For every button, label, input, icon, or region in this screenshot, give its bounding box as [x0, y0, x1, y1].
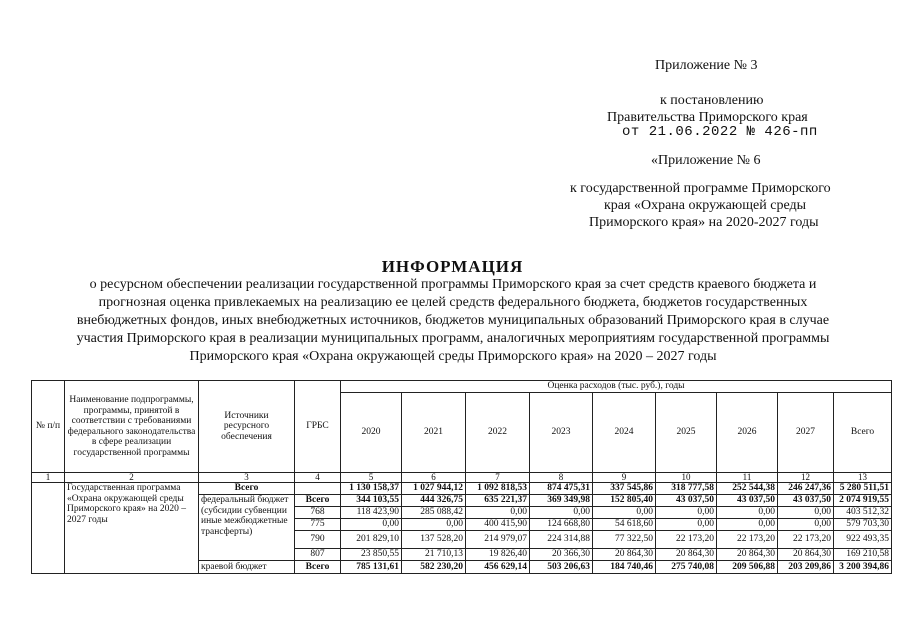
- resource-table: [31, 380, 892, 574]
- year-header: 2023: [530, 393, 593, 473]
- program-ref-1: к государственной программе Приморского: [570, 181, 831, 196]
- source-total: Всего: [199, 483, 295, 495]
- value-cell: 203 209,86: [778, 561, 834, 574]
- value-cell: 20 864,30: [778, 549, 834, 561]
- program-ref-3: Приморского края» на 2020-2027 годы: [589, 215, 819, 230]
- value-cell: 0,00: [466, 507, 530, 519]
- value-cell: 152 805,40: [593, 495, 656, 507]
- value-cell: 20 864,30: [656, 549, 717, 561]
- total-header: Всего: [834, 393, 892, 473]
- value-cell: 582 230,20: [402, 561, 466, 574]
- value-cell: 118 423,90: [341, 507, 402, 519]
- document-description: [40, 276, 866, 366]
- value-cell: 1 027 944,12: [402, 483, 466, 495]
- value-cell: 403 512,32: [834, 507, 892, 519]
- value-cell: 20 864,30: [593, 549, 656, 561]
- value-cell: 169 210,58: [834, 549, 892, 561]
- value-cell: 0,00: [402, 519, 466, 531]
- resolution-date: от 21.06.2022 № 426-пп: [622, 124, 818, 140]
- value-cell: 209 506,88: [717, 561, 778, 574]
- index-cell: 6: [402, 473, 466, 483]
- value-cell: 874 475,31: [530, 483, 593, 495]
- program-name: Государственная программа «Охрана окружающей среды Приморского края» на 2020 – 2027 годы: [65, 483, 199, 574]
- description-line: внебюджетных фондов, иных внебюджетных источников, бюджетов муниципальных образований Приморского края в случае: [76, 313, 830, 328]
- index-cell: 7: [466, 473, 530, 483]
- value-cell: 0,00: [717, 507, 778, 519]
- grbs-code: 775: [295, 519, 341, 531]
- year-header: 2026: [717, 393, 778, 473]
- description-line: участия Приморского края в реализации муниципальных программ, аналогичных мероприятиям государственной программы: [76, 331, 830, 346]
- header-grbs: ГРБС: [295, 381, 341, 473]
- value-cell: 21 710,13: [402, 549, 466, 561]
- value-cell: 3 200 394,86: [834, 561, 892, 574]
- value-cell: 224 314,88: [530, 531, 593, 549]
- index-cell: 11: [717, 473, 778, 483]
- index-cell: 1: [32, 473, 65, 483]
- value-cell: 0,00: [778, 507, 834, 519]
- year-header: 2020: [341, 393, 402, 473]
- index-cell: 3: [199, 473, 295, 483]
- value-cell: 124 668,80: [530, 519, 593, 531]
- header-name: Наименование подпрограммы, программы, принятой в соответствии с требованиями федерального законодательства в сфере реализации государственной программы: [65, 381, 199, 473]
- grbs-empty: [295, 483, 341, 495]
- value-cell: 0,00: [717, 519, 778, 531]
- index-cell: 4: [295, 473, 341, 483]
- index-row: [32, 473, 892, 483]
- value-cell: 0,00: [778, 519, 834, 531]
- appendix-number: Приложение № 3: [655, 58, 758, 73]
- value-cell: 1 130 158,37: [341, 483, 402, 495]
- index-cell: 5: [341, 473, 402, 483]
- grbs-total: Всего: [295, 495, 341, 507]
- index-cell: 8: [530, 473, 593, 483]
- value-cell: 246 247,36: [778, 483, 834, 495]
- value-cell: 275 740,08: [656, 561, 717, 574]
- value-cell: 369 349,98: [530, 495, 593, 507]
- table-row: [32, 483, 892, 495]
- value-cell: 0,00: [656, 519, 717, 531]
- value-cell: 184 740,46: [593, 561, 656, 574]
- value-cell: 0,00: [530, 507, 593, 519]
- program-ref-2: края «Охрана окружающей среды: [604, 198, 807, 213]
- value-cell: 137 528,20: [402, 531, 466, 549]
- value-cell: 201 829,10: [341, 531, 402, 549]
- value-cell: 20 366,30: [530, 549, 593, 561]
- value-cell: 43 037,50: [778, 495, 834, 507]
- value-cell: 43 037,50: [717, 495, 778, 507]
- source-federal: федеральный бюджет (субсидии субвенции иные межбюджетные трансферты): [199, 495, 295, 561]
- value-cell: 54 618,60: [593, 519, 656, 531]
- index-cell: 9: [593, 473, 656, 483]
- year-header: 2022: [466, 393, 530, 473]
- value-cell: 337 545,86: [593, 483, 656, 495]
- grbs-code: 807: [295, 549, 341, 561]
- value-cell: 444 326,75: [402, 495, 466, 507]
- grbs-total: Всего: [295, 561, 341, 574]
- description-line: о ресурсном обеспечении реализации государственной программы Приморского края за счет средств краевого бюджета и: [89, 277, 817, 292]
- description-line: Приморского края «Охрана окружающей среды Приморского края» на 2020 – 2027 годы: [189, 349, 717, 364]
- value-cell: 43 037,50: [656, 495, 717, 507]
- index-cell: 10: [656, 473, 717, 483]
- value-cell: 0,00: [593, 507, 656, 519]
- value-cell: 23 850,55: [341, 549, 402, 561]
- year-header: 2021: [402, 393, 466, 473]
- value-cell: 400 415,90: [466, 519, 530, 531]
- index-cell: 2: [65, 473, 199, 483]
- source-regional: краевой бюджет: [199, 561, 295, 574]
- value-cell: 22 173,20: [656, 531, 717, 549]
- value-cell: 503 206,63: [530, 561, 593, 574]
- index-cell: 13: [834, 473, 892, 483]
- appendix-6: «Приложение № 6: [651, 153, 761, 168]
- government-name: Правительства Приморского края: [607, 110, 808, 125]
- index-cell: 12: [778, 473, 834, 483]
- header-estimate: Оценка расходов (тыс. руб.), годы: [341, 381, 892, 393]
- value-cell: 0,00: [656, 507, 717, 519]
- value-cell: 285 088,42: [402, 507, 466, 519]
- grbs-code: 790: [295, 531, 341, 549]
- year-header: 2024: [593, 393, 656, 473]
- value-cell: 318 777,58: [656, 483, 717, 495]
- header-source: Источники ресурсного обеспечения: [199, 381, 295, 473]
- value-cell: 20 864,30: [717, 549, 778, 561]
- value-cell: 0,00: [341, 519, 402, 531]
- value-cell: 922 493,35: [834, 531, 892, 549]
- value-cell: 1 092 818,53: [466, 483, 530, 495]
- document-title: ИНФОРМАЦИЯ: [381, 257, 524, 276]
- year-header: 2025: [656, 393, 717, 473]
- value-cell: 19 826,40: [466, 549, 530, 561]
- value-cell: 456 629,14: [466, 561, 530, 574]
- year-header: 2027: [778, 393, 834, 473]
- value-cell: 22 173,20: [778, 531, 834, 549]
- to-resolution: к постановлению: [660, 93, 764, 108]
- header-num: № п/п: [32, 381, 65, 473]
- grbs-code: 768: [295, 507, 341, 519]
- value-cell: 214 979,07: [466, 531, 530, 549]
- value-cell: 635 221,37: [466, 495, 530, 507]
- value-cell: 2 074 919,55: [834, 495, 892, 507]
- value-cell: 252 544,38: [717, 483, 778, 495]
- row-num-cell: [32, 483, 65, 574]
- value-cell: 579 703,30: [834, 519, 892, 531]
- value-cell: 22 173,20: [717, 531, 778, 549]
- description-line: прогнозная оценка привлекаемых на реализацию ее целей средств федерального бюджета, бюджетов государственных: [98, 295, 808, 310]
- value-cell: 785 131,61: [341, 561, 402, 574]
- value-cell: 344 103,55: [341, 495, 402, 507]
- value-cell: 5 280 511,51: [834, 483, 892, 495]
- value-cell: 77 322,50: [593, 531, 656, 549]
